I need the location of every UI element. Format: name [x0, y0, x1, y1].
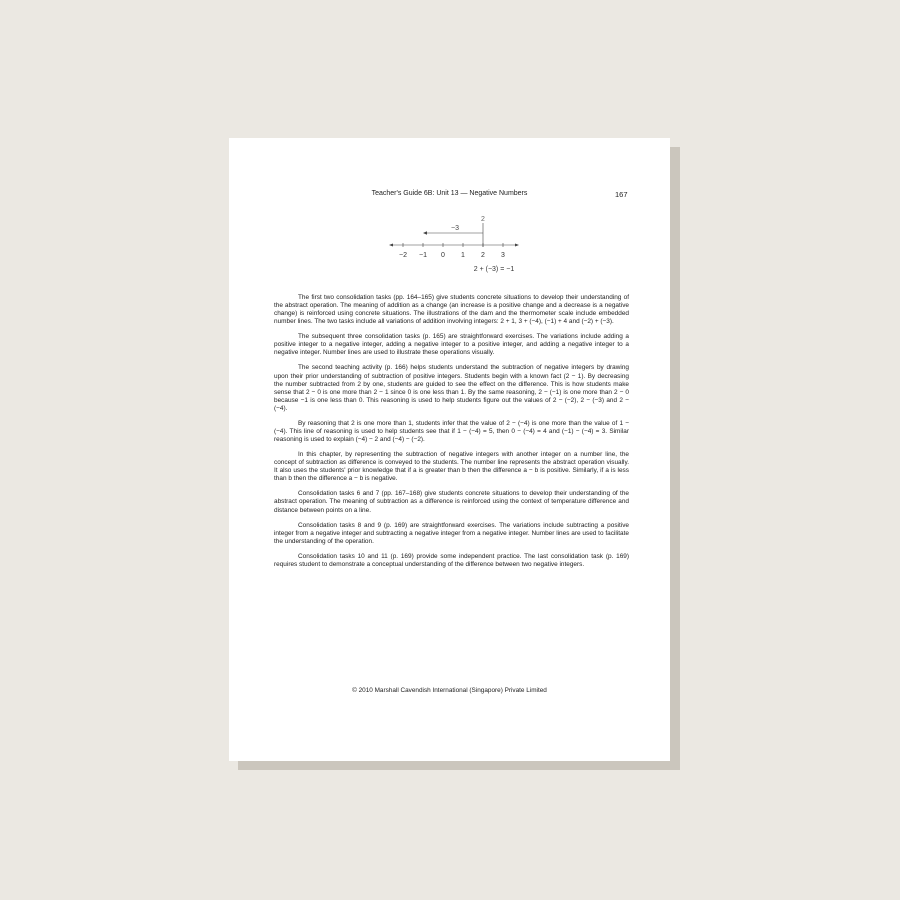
paragraph: By reasoning that 2 is one more than 1, students infer that the value of 2 − (−4) is one more than the value of 1 − (−4). This line of reasoning is used to help students see that if 1 − (−4) = 5, then 0 − (−4) = 4 and (−1) − (−4) = 3. Similar reasoning is used to explain (−4) − 2 and (−4) − (−2).: [274, 419, 629, 444]
running-title: Teacher's Guide 6B: Unit 13 — Negative Numbers: [371, 190, 528, 197]
number-line-figure: [387, 214, 523, 276]
top-label: 2: [481, 216, 485, 223]
tick-label: 3: [501, 252, 505, 259]
jump-arrowhead: [423, 231, 427, 234]
tick-label: −2: [399, 252, 407, 259]
axis-arrow-left: [389, 244, 393, 247]
axis-arrow-right: [515, 244, 519, 247]
paragraph: Consolidation tasks 10 and 11 (p. 169) provide some independent practice. The last consolidation task (p. 169) requires student to demonstrate a conceptual understanding of the difference between two negative integers.: [274, 552, 629, 568]
paragraph: Consolidation tasks 8 and 9 (p. 169) are straightforward exercises. The variations include subtracting a positive integer from a negative integer and subtracting a negative integer from a negative integer. Number lines are used to facilitate the understanding of the operation.: [274, 521, 629, 545]
paragraph: The first two consolidation tasks (pp. 164–165) give students concrete situations to develop their understanding of the abstract operation. The meaning of addition as a change (an increase is a positive change and a decrease is a negative change) is reinforced using concrete situations. The illustrations of the dam and the thermometer scale include embedded number lines. The two tasks include all variations of addition involving integers: 2 + 1, 3 + (−4), (−1) + 4 and (−2) + (−3).: [274, 294, 629, 326]
paragraph: The second teaching activity (p. 166) helps students understand the subtraction of negative integers by drawing upon their prior understanding of subtraction of positive integers. Students begin with a known fact (2 − 1). By decreasing the number subtracted from 2 by one, students are guided to see the effect on the difference. This is how students make sense that 2 − 0 is one more than 2 − 1 since 0 is one less than 1. By the same reasoning, 2 − (−1) is one more than 2 − 0 because −1 is one less than 0. This reasoning is used to help students figure out the values of 2 − (−2), 2 − (−3) and 2 − (−4).: [274, 364, 629, 412]
paragraph: In this chapter, by representing the subtraction of negative integers with another integer on a number line, the concept of subtraction as difference is conveyed to the students. The number line represents the abstract operation visually. It also uses the students' prior knowledge that if a is greater than b then the difference a − b is positive. Similarly, if a is less than b then the difference a − b is negative.: [274, 451, 629, 483]
copyright-footer: © 2010 Marshall Cavendish International (Singapore) Private Limited: [352, 687, 547, 694]
page-number: 167: [615, 190, 628, 199]
arrow-label: −3: [451, 225, 459, 232]
document-page: [229, 138, 670, 761]
tick-label: −1: [419, 252, 427, 259]
tick-label: 2: [481, 252, 485, 259]
paragraph: The subsequent three consolidation tasks (p. 165) are straightforward exercises. The variations include adding a positive integer to a negative integer, adding a negative integer to a positive integer, and adding a negative integer to a negative integer. Number lines are used to illustrate these operations visually.: [274, 333, 629, 357]
body-text: [274, 294, 629, 576]
tick-label: 1: [461, 252, 465, 259]
equation-label: 2 + (−3) = −1: [473, 266, 515, 273]
paragraph: Consolidation tasks 6 and 7 (pp. 167–168) give students concrete situations to develop their understanding of the abstract operation. The meaning of subtraction as a difference is reinforced using the context of temperature difference and distance between points on a line.: [274, 490, 629, 514]
tick-label: 0: [441, 252, 445, 259]
